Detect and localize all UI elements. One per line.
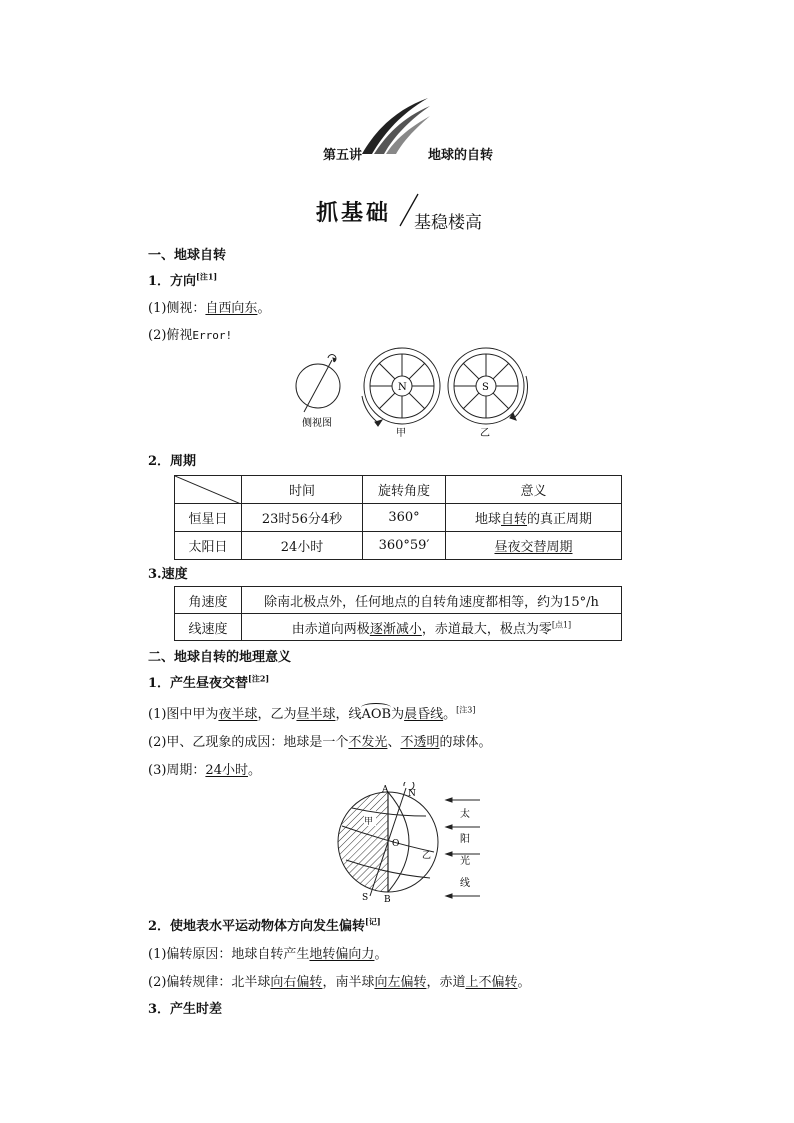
sidereal-day-name: 恒星日 bbox=[175, 504, 242, 532]
north-deflection-answer: 向右偏转 bbox=[270, 975, 323, 990]
section-2-title: 二、地球自转的地理意义 bbox=[148, 650, 292, 665]
deflection-cause-line: (1)偏转原因：地球自转产生地转偏向力。 bbox=[148, 947, 388, 962]
banner-main: 抓基础 bbox=[316, 201, 392, 226]
equator-deflection-answer: 上不偏转 bbox=[465, 975, 518, 990]
south-deflection-answer: 向左偏转 bbox=[374, 975, 427, 990]
solar-day-meaning: 昼夜交替周期 bbox=[446, 532, 622, 560]
top-view-line bbox=[148, 324, 232, 343]
north-polar-label: N bbox=[398, 382, 407, 393]
col-header-meaning: 意义 bbox=[446, 476, 622, 504]
direction-title: 1．方向 bbox=[148, 274, 197, 289]
period-title: 2．周期 bbox=[148, 454, 197, 469]
yi-caption: 乙 bbox=[480, 428, 490, 439]
terminator-answer: 晨昏线 bbox=[404, 707, 444, 722]
angular-speed-label: 角速度 bbox=[175, 587, 242, 614]
swoosh-decoration bbox=[360, 96, 432, 158]
direction-heading bbox=[148, 270, 217, 289]
col-header-time: 时间 bbox=[242, 476, 363, 504]
sunlight-label-1: 太 bbox=[460, 809, 470, 820]
side-view-globe bbox=[296, 355, 340, 412]
day-night-heading bbox=[148, 672, 269, 691]
sunlight-label-2: 阳 bbox=[460, 834, 470, 845]
south-polar-label: S bbox=[482, 382, 489, 393]
point-s-label: S bbox=[362, 893, 369, 903]
angular-speed-value: 除南北极点外，任何地点的自转角速度都相等，约为15°/h bbox=[242, 587, 622, 614]
lecture-topic: 地球的自转 bbox=[428, 148, 494, 163]
coriolis-answer: 地转偏向力 bbox=[309, 947, 375, 962]
solar-day-time: 24小时 bbox=[242, 532, 363, 560]
side-view-caption: 侧视图 bbox=[302, 418, 332, 429]
side-view-line bbox=[148, 297, 270, 316]
speed-title: 3.速度 bbox=[148, 567, 188, 582]
hemisphere-line: (1)图中甲为夜半球，乙为昼半球，线AOB为晨昏线。[注3] bbox=[148, 705, 476, 722]
deflection-rule-line: (2)偏转规律：北半球向右偏转，南半球向左偏转，赤道上不偏转。 bbox=[148, 975, 531, 990]
note-1: [注1] bbox=[196, 271, 218, 282]
arc-aob: AOB bbox=[361, 707, 392, 722]
top-view-prefix: (2)俯视 bbox=[148, 328, 193, 343]
point-b-label: B bbox=[384, 895, 391, 904]
linear-speed-value: 由赤道向两极逐渐减小，赤道最大，极点为零[点1] bbox=[242, 614, 622, 641]
day-hemisphere-answer: 昼半球 bbox=[296, 707, 336, 722]
sunlight-label-3: 光 bbox=[460, 856, 470, 867]
speed-table bbox=[174, 586, 622, 641]
top-view-error: Error! bbox=[192, 329, 233, 342]
linear-speed-label: 线速度 bbox=[175, 614, 242, 641]
deflection-title: 2．使地表水平运动物体方向发生偏转 bbox=[148, 919, 366, 934]
yi-label: 乙 bbox=[422, 851, 432, 861]
opaque-answer: 不透明 bbox=[400, 735, 440, 750]
deflection-heading bbox=[148, 915, 381, 934]
night-hemisphere-answer: 夜半球 bbox=[218, 707, 258, 722]
point-o-label: O bbox=[392, 839, 400, 849]
section-1-title: 一、地球自转 bbox=[148, 248, 227, 263]
note-ji: [记] bbox=[365, 916, 381, 927]
jia-label: 甲 bbox=[364, 817, 374, 827]
side-view-answer: 自西向东 bbox=[205, 301, 258, 316]
sidereal-day-meaning: 地球自转的真正周期 bbox=[446, 504, 622, 532]
sidereal-day-angle: 360° bbox=[363, 504, 446, 532]
jia-caption: 甲 bbox=[396, 428, 406, 439]
banner-sub: 基稳楼高 bbox=[414, 213, 482, 233]
day-night-period-line: (3)周期：24小时。 bbox=[148, 763, 261, 778]
day-night-title: 1．产生昼夜交替 bbox=[148, 676, 249, 691]
note-3: [注3] bbox=[456, 705, 476, 715]
sunlight-label-4: 线 bbox=[460, 878, 470, 889]
side-view-prefix: (1)侧视： bbox=[148, 301, 206, 316]
period-table bbox=[174, 475, 622, 560]
sidereal-day-time: 23时56分4秒 bbox=[242, 504, 363, 532]
period-table-corner bbox=[175, 476, 242, 504]
side-view-end: 。 bbox=[257, 301, 271, 316]
day-night-period-answer: 24小时 bbox=[205, 763, 248, 778]
rotation-figure bbox=[290, 346, 550, 444]
day-night-figure bbox=[334, 782, 484, 904]
solar-day-angle: 360°59′ bbox=[363, 532, 446, 560]
non-luminous-answer: 不发光 bbox=[348, 735, 388, 750]
col-header-angle: 旋转角度 bbox=[363, 476, 446, 504]
cause-line: (2)甲、乙现象的成因：地球是一个不发光、不透明的球体。 bbox=[148, 735, 492, 750]
note-2: [注2] bbox=[248, 673, 270, 684]
point-n-label: N bbox=[408, 789, 416, 799]
lecture-number: 第五讲 bbox=[323, 148, 363, 163]
time-difference-title: 3．产生时差 bbox=[148, 1002, 223, 1017]
solar-day-name: 太阳日 bbox=[175, 532, 242, 560]
point-a-label: A bbox=[382, 785, 389, 795]
